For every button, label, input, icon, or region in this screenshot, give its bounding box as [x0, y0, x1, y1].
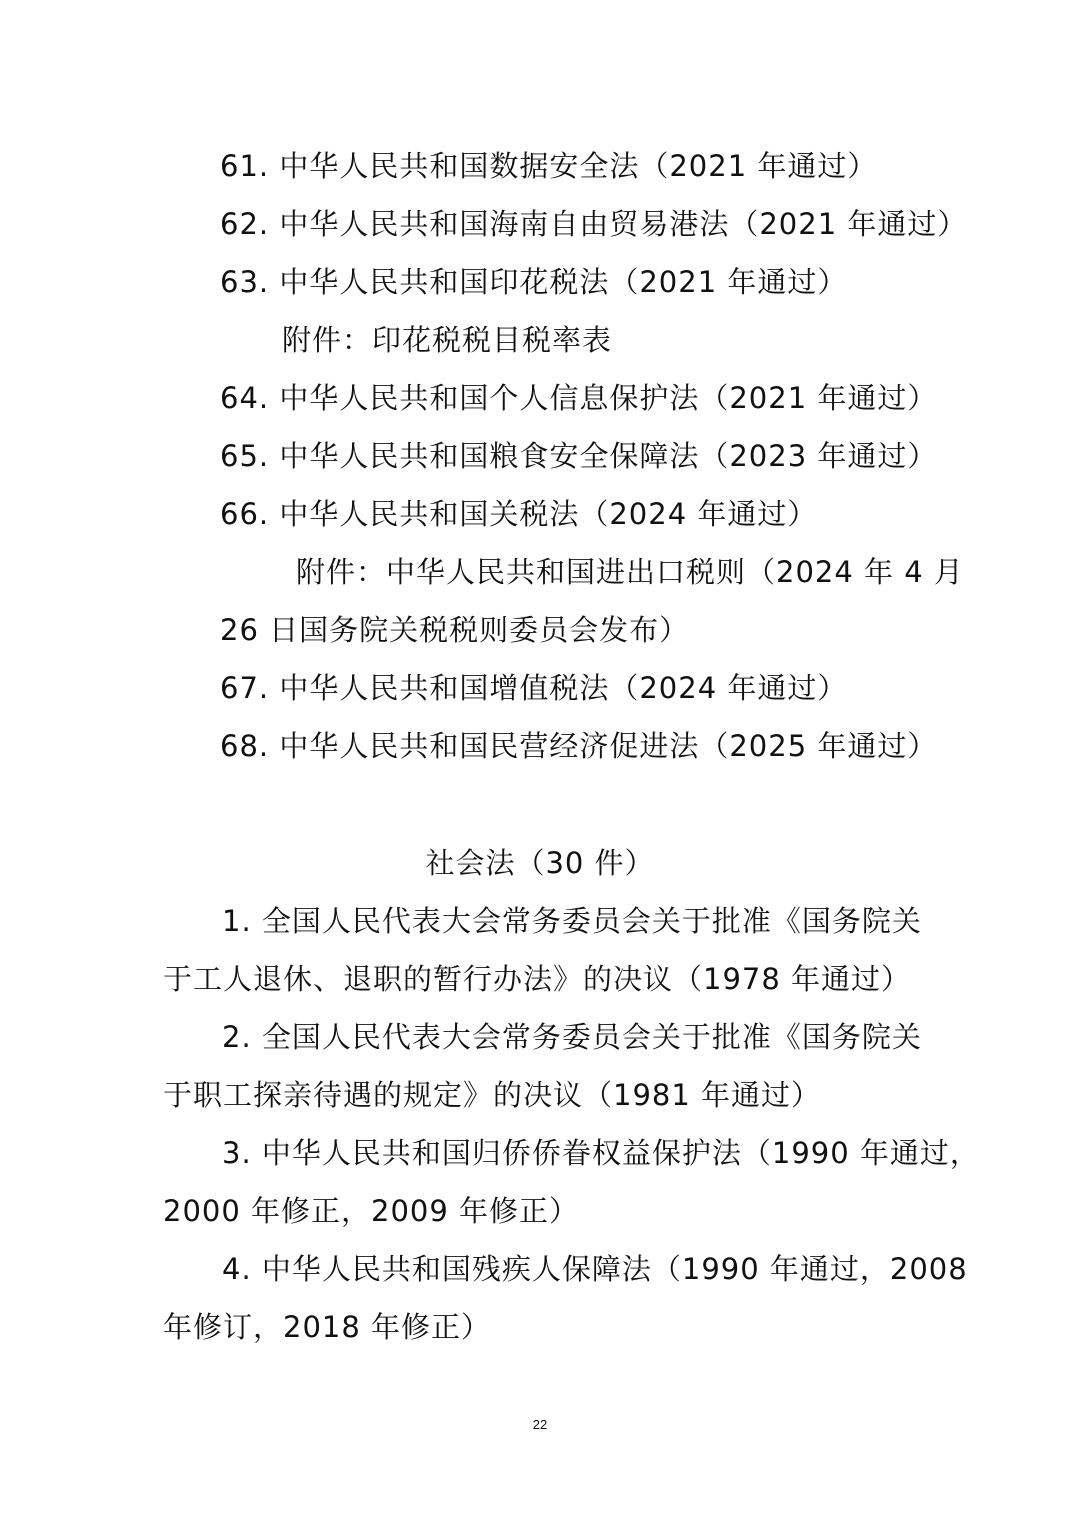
list-item: 65. 中华人民共和国粮食安全保障法（2023 年通过）	[220, 439, 938, 473]
list-item: 1. 全国人民代表大会常务委员会关于批准《国务院关	[222, 904, 922, 938]
list-item: 4. 中华人民共和国残疾人保障法（1990 年通过，2008	[222, 1252, 968, 1286]
list-item: 66. 中华人民共和国关税法（2024 年通过）	[220, 497, 818, 531]
list-item: 61. 中华人民共和国数据安全法（2021 年通过）	[220, 149, 878, 183]
list-item: 68. 中华人民共和国民营经济促进法（2025 年通过）	[220, 729, 938, 763]
attachment-note-continuation: 26 日国务院关税税则委员会发布）	[220, 613, 690, 647]
list-item: 2. 全国人民代表大会常务委员会关于批准《国务院关	[222, 1020, 922, 1054]
list-item: 62. 中华人民共和国海南自由贸易港法（2021 年通过）	[220, 207, 968, 241]
list-item-continuation: 年修订，2018 年修正）	[163, 1310, 492, 1344]
section-heading: 社会法（30 件）	[425, 846, 655, 880]
list-item-continuation: 于职工探亲待遇的规定》的决议（1981 年通过）	[163, 1078, 822, 1112]
list-item: 64. 中华人民共和国个人信息保护法（2021 年通过）	[220, 381, 938, 415]
list-item: 3. 中华人民共和国归侨侨眷权益保护法（1990 年通过，	[222, 1136, 980, 1170]
page-number: 22	[532, 1417, 548, 1432]
attachment-note: 附件：印花税税目税率表	[282, 323, 613, 357]
list-item: 67. 中华人民共和国增值税法（2024 年通过）	[220, 671, 848, 705]
attachment-note: 附件：中华人民共和国进出口税则（2024 年 4 月	[296, 555, 964, 589]
list-item: 63. 中华人民共和国印花税法（2021 年通过）	[220, 265, 848, 299]
list-item-continuation: 2000 年修正，2009 年修正）	[163, 1194, 580, 1228]
list-item-continuation: 于工人退休、退职的暂行办法》的决议（1978 年通过）	[163, 962, 912, 996]
